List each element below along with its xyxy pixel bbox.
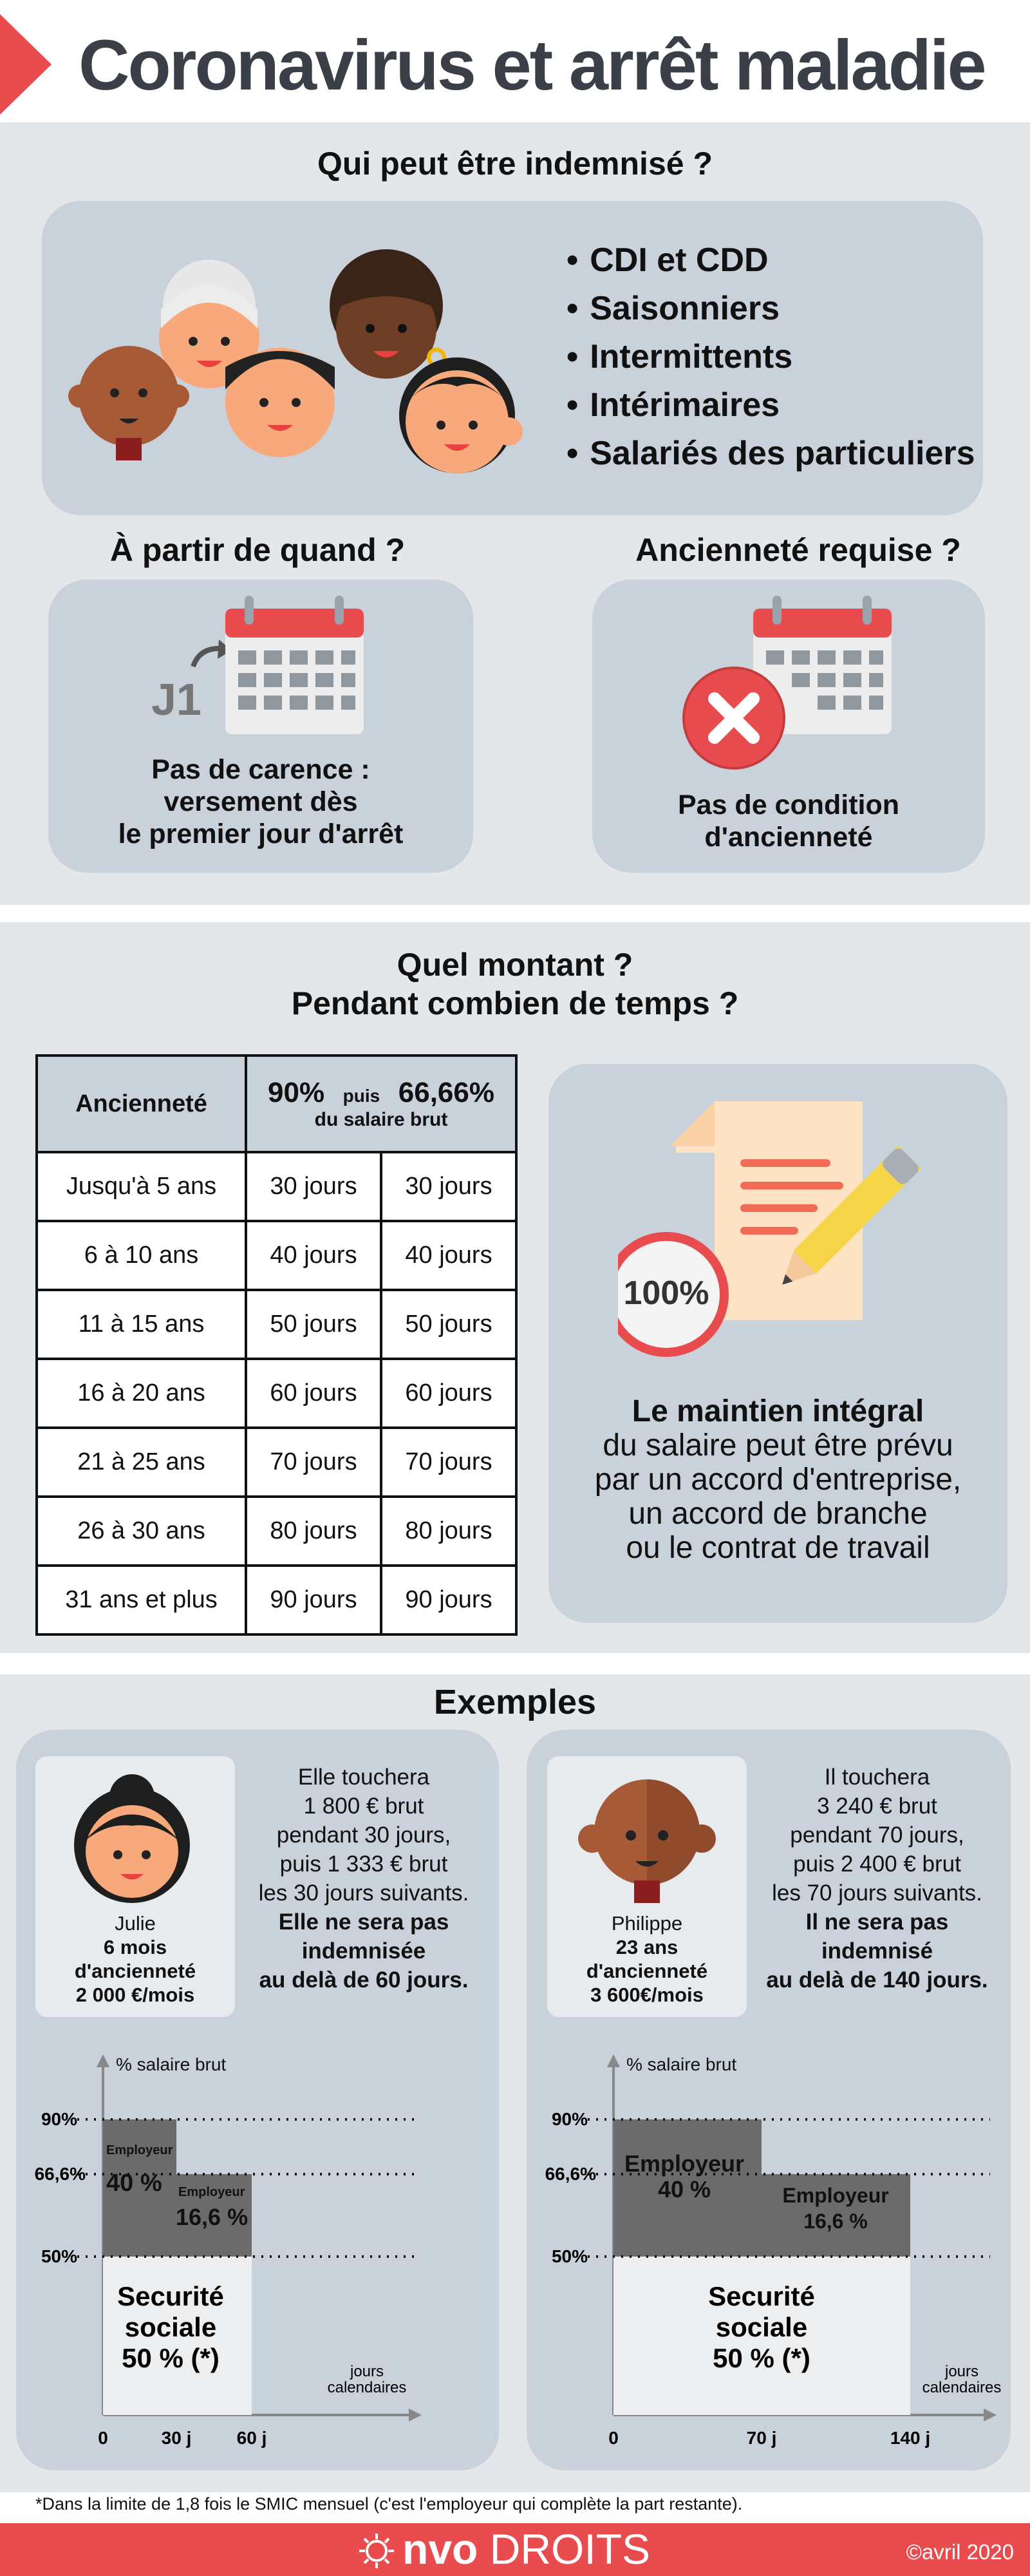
philippe-xtick-0: 0 xyxy=(608,2428,619,2448)
julie-ss-line1: Securité xyxy=(117,2281,224,2311)
header-puis: puis xyxy=(342,1086,380,1106)
when-title: À partir de quand ? xyxy=(109,532,406,568)
philippe-xlabel-2: calendaires xyxy=(922,2379,1002,2396)
maintien-text: Le maintien intégral du salaire peut être prévu par un accord d'entreprise, un accord de branche ou le contrat de travail xyxy=(594,1394,962,1565)
amount-title: Quel montant ? Pendant combien de temps ? xyxy=(291,947,739,1021)
julie-ss-line2: sociale xyxy=(124,2312,217,2342)
julie-xtick-1: 30 j xyxy=(161,2428,192,2448)
header-seniority: Ancienneté xyxy=(37,1056,246,1152)
seniority-title: Ancienneté requise ? xyxy=(635,532,961,568)
philippe-xtick-1: 70 j xyxy=(746,2428,777,2448)
footnote: *Dans la limite de 1,8 fois le SMIC mensuel (c'est l'employeur qui complète la part restante). xyxy=(35,2494,743,2514)
seniority-table xyxy=(35,1054,518,1636)
philippe-emp2-value: 16,6 % xyxy=(803,2210,868,2233)
footer-date: ©avril 2020 xyxy=(906,2540,1014,2564)
people-illustration xyxy=(64,232,541,489)
table-row: 11 à 15 ans 50 jours 50 jours xyxy=(37,1290,516,1359)
julie-emp1-title: Employeur xyxy=(106,2143,173,2157)
philippe-ylabel: % salaire brut xyxy=(626,2054,737,2074)
julie-profile: Julie 6 mois d'ancienneté 2 000 €/mois xyxy=(74,1912,196,2006)
julie-xtick-0: 0 xyxy=(98,2428,108,2448)
page-header xyxy=(0,0,1030,122)
list-item: • Intérimaires xyxy=(566,381,979,430)
philippe-ytick-6666: 66,6% xyxy=(545,2164,596,2184)
header-90: 90% xyxy=(268,1077,325,1108)
philippe-profile: Philippe 23 ans d'ancienneté 3 600€/mois xyxy=(586,1912,708,2006)
philippe-emp1-value: 40 % xyxy=(657,2176,711,2202)
table-row: 31 ans et plus 90 jours 90 jours xyxy=(37,1566,516,1634)
young-man-face-icon xyxy=(225,348,335,457)
julie-ss-line3: 50 % (*) xyxy=(122,2343,220,2373)
table-row: 6 à 10 ans 40 jours 40 jours xyxy=(37,1221,516,1290)
woman-face-icon xyxy=(399,357,523,473)
calendar-cross-icon xyxy=(682,589,901,776)
julie-ytick-50: 50% xyxy=(41,2246,77,2266)
julie-ytick-90: 90% xyxy=(41,2109,77,2129)
philippe-ss-line1: Securité xyxy=(708,2281,815,2311)
red-triangle-icon xyxy=(0,14,52,115)
page-title: Coronavirus et arrêt maladie xyxy=(79,26,985,105)
julie-xlabel-1: jours xyxy=(350,2363,384,2380)
table-header-row xyxy=(37,1056,516,1152)
julie-xtick-2: 60 j xyxy=(236,2428,267,2448)
philippe-emp2-title: Employeur xyxy=(782,2184,889,2207)
who-title: Qui peut être indemnisé ? xyxy=(317,146,713,182)
julie-ylabel: % salaire brut xyxy=(116,2054,227,2074)
virus-logo-icon xyxy=(357,2532,396,2570)
philippe-ss-line2: sociale xyxy=(715,2312,808,2342)
philippe-emp1-title: Employeur xyxy=(624,2150,745,2177)
julie-chart xyxy=(16,2041,499,2460)
julie-emp2-title: Employeur xyxy=(178,2185,245,2199)
calendar-j1-icon xyxy=(148,589,380,737)
table-row: 21 à 25 ans 70 jours 70 jours xyxy=(37,1428,516,1497)
philippe-ytick-90: 90% xyxy=(551,2109,588,2129)
when-text: Pas de carence : versement dès le premier jour d'arrêt xyxy=(118,754,404,849)
table-row: 16 à 20 ans 60 jours 60 jours xyxy=(37,1359,516,1428)
j1-label: J1 xyxy=(151,674,201,724)
philippe-ss-line3: 50 % (*) xyxy=(713,2343,810,2373)
table-row: Jusqu'à 5 ans 30 jours 30 jours xyxy=(37,1152,516,1221)
list-item: • Saisonniers xyxy=(566,285,979,333)
philippe-xlabel-1: jours xyxy=(944,2363,979,2380)
header-6666: 66,66% xyxy=(398,1077,494,1108)
eligible-list xyxy=(566,236,979,478)
brand-logo: nvo DROITS xyxy=(402,2525,651,2573)
badge-100-label: 100% xyxy=(623,1274,709,1312)
seniority-text: Pas de condition d'ancienneté xyxy=(677,790,900,853)
list-item: • Intermittents xyxy=(566,333,979,381)
document-pencil-icon xyxy=(618,1088,927,1359)
examples-title: Exemples xyxy=(433,1683,597,1721)
philippe-ytick-50: 50% xyxy=(551,2246,588,2266)
header-rates xyxy=(246,1056,516,1152)
julie-emp1-value: 40 % xyxy=(106,2170,162,2197)
philippe-avatar xyxy=(570,1761,724,1903)
dark-woman-face-icon xyxy=(330,249,444,379)
list-item: • Salariés des particuliers xyxy=(566,430,979,478)
julie-xlabel-2: calendaires xyxy=(327,2379,407,2396)
julie-description: Elle touchera 1 800 € brut pendant 30 jours, puis 1 333 € brut les 30 jours suivants. Elle ne sera pas indemnisée au delà de 60 jours. xyxy=(258,1765,469,1993)
julie-avatar xyxy=(68,1761,196,1903)
philippe-xtick-2: 140 j xyxy=(890,2428,931,2448)
list-item: • CDI et CDD xyxy=(566,236,979,285)
philippe-chart xyxy=(527,2041,1011,2460)
julie-emp2-value: 16,6 % xyxy=(176,2204,248,2230)
header-sub: du salaire brut xyxy=(314,1109,448,1130)
footer xyxy=(0,2523,1030,2576)
julie-ytick-6666: 66,6% xyxy=(34,2164,86,2184)
table-row: 26 à 30 ans 80 jours 80 jours xyxy=(37,1497,516,1566)
philippe-description: Il touchera 3 240 € brut pendant 70 jours, puis 2 400 € brut les 70 jours suivants. Il ne sera pas indemnisé au delà de 140 jours. xyxy=(766,1765,988,1993)
